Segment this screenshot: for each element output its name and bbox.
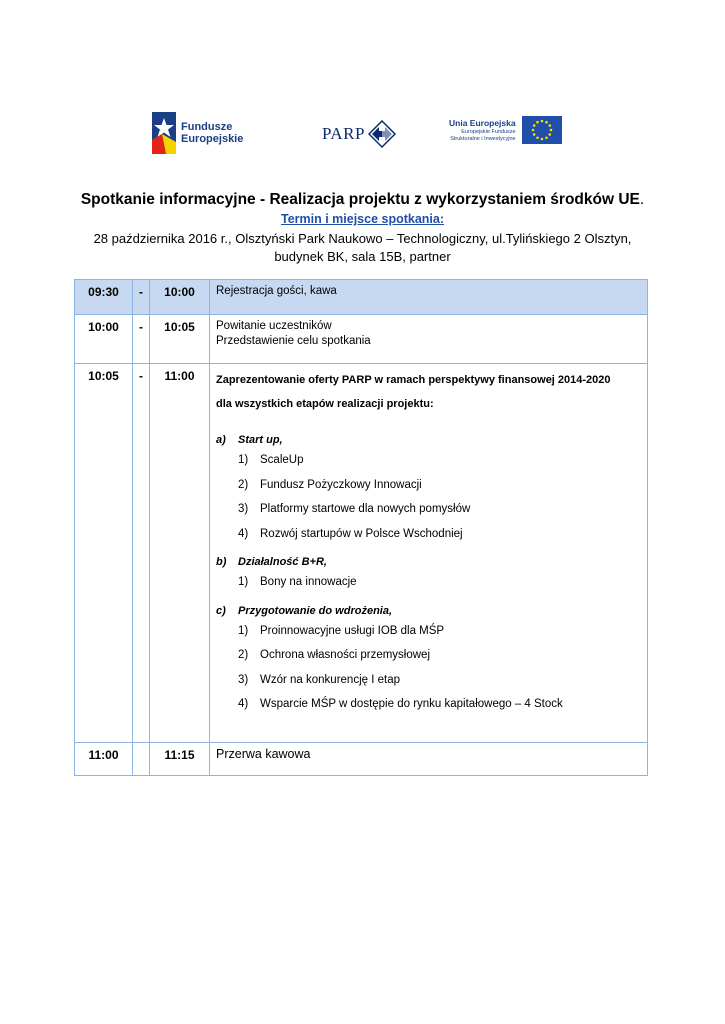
list-item — [216, 497, 641, 522]
item-number: 4) — [238, 527, 249, 540]
start-time: 11:00 — [75, 743, 133, 776]
item-number: 1) — [238, 624, 249, 637]
document-subtitle: Termin i miejsce spotkania: — [280, 212, 445, 226]
row-description — [210, 315, 648, 364]
section-heading — [216, 554, 641, 570]
list-item — [216, 668, 641, 693]
section-letter: b) — [216, 556, 227, 568]
section-title: Start up, — [238, 434, 283, 446]
end-time: 10:00 — [150, 280, 210, 315]
list-item — [216, 570, 641, 595]
list-item — [216, 448, 641, 473]
eu-flag-icon — [522, 116, 562, 144]
lead-line: dla wszystkich etapów realizacji projektu: — [216, 398, 434, 410]
parp-logo — [322, 120, 396, 148]
list-item — [216, 473, 641, 498]
unia-europejska-logo — [449, 116, 562, 144]
section-heading — [216, 432, 641, 448]
time-dash: - — [133, 280, 150, 315]
item-text: Fundusz Pożyczkowy Innowacji — [260, 478, 422, 491]
venue-line1: 28 października 2016 r., Olsztyński Park Naukowo – Technologiczny, ul.Tylińskiego 2 Olsztyn, — [93, 231, 632, 246]
table-row — [75, 743, 648, 776]
start-time: 10:00 — [75, 315, 133, 364]
desc-line: Rejestracja gości, kawa — [216, 285, 337, 297]
venue-info — [63, 230, 663, 266]
row-description — [210, 364, 648, 743]
ue-sub1: Europejskie Fundusze — [461, 128, 516, 135]
table-row — [75, 280, 648, 315]
title-dot: . — [639, 191, 645, 208]
table-row — [75, 364, 648, 743]
lead-line: Zaprezentowanie oferty PARP w ramach perspektywy finansowej 2014-2020 — [216, 374, 611, 386]
list-item — [216, 643, 641, 668]
document-header — [0, 190, 725, 266]
item-text: Wzór na konkurencję I etap — [260, 673, 400, 686]
desc-line: Przerwa kawowa — [216, 747, 311, 761]
item-text: Platformy startowe dla nowych pomysłów — [260, 503, 471, 515]
ue-sub2: Strukturalne i Inwestycyjne — [450, 135, 516, 142]
item-number: 4) — [238, 698, 249, 710]
fe-line2: Europejskie — [181, 133, 244, 145]
fe-star-icon — [152, 112, 176, 154]
list-item — [216, 692, 641, 717]
section-title: Działalność B+R, — [238, 556, 327, 568]
parp-arrows-icon — [368, 120, 396, 148]
item-text: Rozwój startupów w Polsce Wschodniej — [260, 527, 463, 540]
item-number: 2) — [238, 478, 249, 491]
row-description — [210, 743, 648, 776]
time-dash: - — [133, 364, 150, 743]
start-time: 10:05 — [75, 364, 133, 743]
fe-line1: Fundusze — [181, 121, 233, 133]
time-dash — [133, 743, 150, 776]
start-time: 09:30 — [75, 280, 133, 315]
document-title — [0, 190, 725, 210]
fundusze-europejskie-logo — [152, 112, 243, 154]
row-description — [210, 280, 648, 315]
venue-line2: budynek BK, sala 15B, partner — [274, 249, 451, 264]
end-time: 11:15 — [150, 743, 210, 776]
item-text: Bony na innowacje — [260, 576, 357, 588]
item-text: Proinnowacyjne usługi IOB dla MŚP — [260, 624, 445, 637]
item-text: Wsparcie MŚP w dostępie do rynku kapitałowego – 4 Stock — [260, 698, 563, 710]
desc-line: Powitanie uczestników — [216, 320, 332, 332]
item-number: 3) — [238, 673, 249, 686]
item-number: 3) — [238, 503, 249, 515]
list-item — [216, 522, 641, 547]
title-text: Spotkanie informacyjne - Realizacja projektu z wykorzystaniem środków UE — [80, 191, 640, 208]
item-number: 1) — [238, 576, 249, 588]
section-heading — [216, 603, 641, 619]
item-text: ScaleUp — [260, 454, 304, 466]
agenda-table — [74, 279, 648, 776]
item-number: 1) — [238, 454, 249, 466]
end-time: 11:00 — [150, 364, 210, 743]
section-title: Przygotowanie do wdrożenia, — [238, 604, 393, 617]
table-row — [75, 315, 648, 364]
desc-line: Przedstawienie celu spotkania — [216, 335, 371, 347]
end-time: 10:05 — [150, 315, 210, 364]
ue-title: Unia Europejska — [449, 117, 516, 128]
item-text: Ochrona własności przemysłowej — [260, 649, 431, 661]
logo-bar — [0, 110, 725, 158]
section-letter: c) — [216, 604, 226, 617]
time-dash: - — [133, 315, 150, 364]
parp-text: PARP — [322, 124, 365, 143]
list-item — [216, 619, 641, 644]
item-number: 2) — [238, 649, 249, 661]
section-letter: a) — [216, 434, 226, 446]
